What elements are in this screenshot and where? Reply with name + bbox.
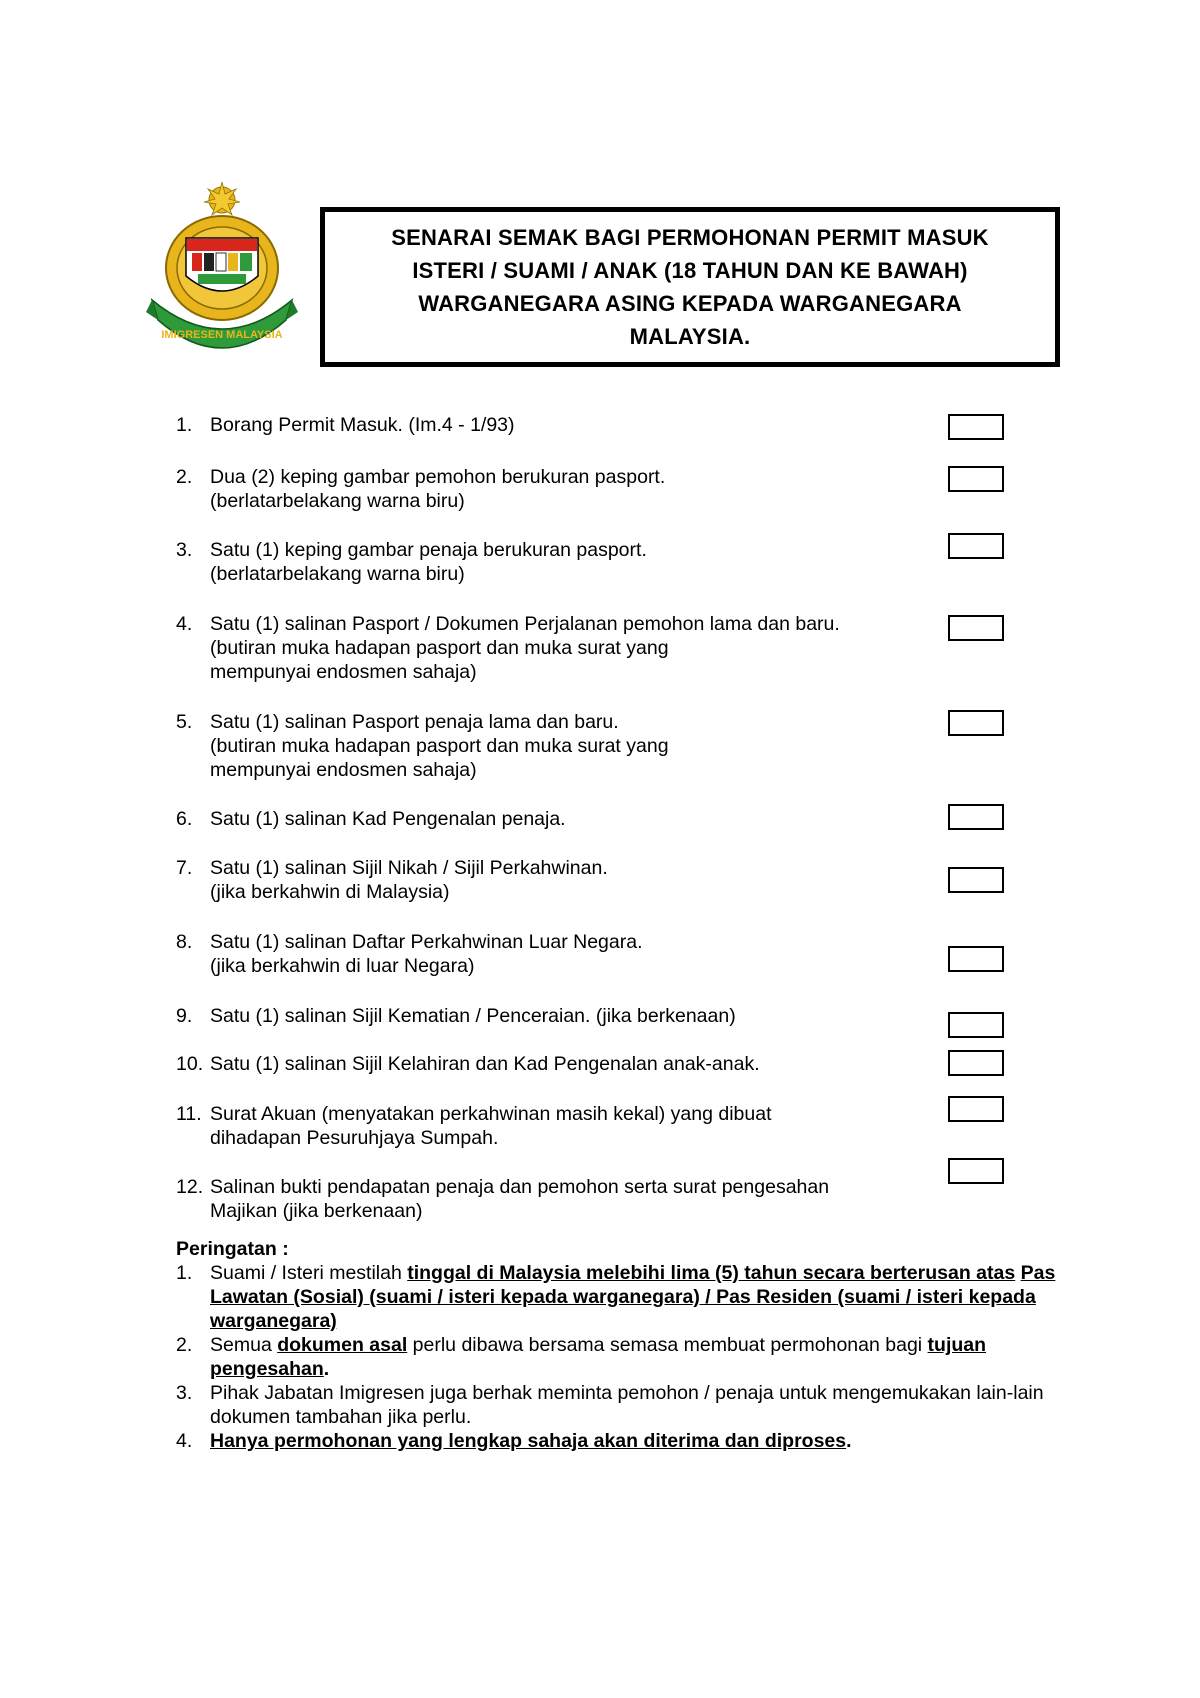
checkbox-item-7[interactable] (948, 867, 1004, 893)
note-emphasis: dokumen asal (277, 1334, 408, 1356)
item-text: (berlatarbelakang warna biru) (210, 490, 465, 512)
notes-heading: Peringatan : (176, 1238, 289, 1260)
note-text: Semua (210, 1334, 278, 1356)
item-number: 1. (176, 414, 193, 436)
title-line: SENARAI SEMAK BAGI PERMOHONAN PERMIT MASUK (391, 225, 989, 250)
item-text: Dua (2) keping gambar pemohon berukuran pasport. (210, 466, 666, 488)
note-emphasis: Pas Lawatan (Sosial) (suami / isteri kepada warganegara) / Pas Residen (suami / isteri kepada warganegara) (210, 1262, 1056, 1332)
item-number: 12. (176, 1176, 204, 1198)
item-number: 4. (176, 613, 193, 635)
checkbox-item-8[interactable] (948, 946, 1004, 972)
item-number: 10. (176, 1053, 204, 1075)
item-number: 11. (176, 1103, 202, 1125)
item-text: (berlatarbelakang warna biru) (210, 563, 465, 585)
checkbox-item-6[interactable] (948, 804, 1004, 830)
note-number: 4. (176, 1430, 193, 1452)
note-item (176, 1333, 1076, 1381)
title-line: ISTERI / SUAMI / ANAK (18 TAHUN DAN KE BAWAH) (412, 258, 968, 283)
item-text: Satu (1) salinan Sijil Nikah / Sijil Perkahwinan. (210, 857, 608, 879)
item-number: 3. (176, 539, 193, 561)
item-text: Satu (1) salinan Pasport penaja lama dan baru. (210, 711, 619, 733)
svg-text:IMIGRESEN MALAYSIA: IMIGRESEN MALAYSIA (161, 329, 283, 341)
item-text: (jika berkahwin di Malaysia) (210, 881, 450, 903)
note-emphasis: tinggal di Malaysia melebihi lima (5) tahun secara berterusan atas (407, 1262, 1016, 1284)
item-text: Borang Permit Masuk. (Im.4 - 1/93) (210, 414, 515, 436)
checkbox-item-5[interactable] (948, 710, 1004, 736)
item-text: Satu (1) salinan Daftar Perkahwinan Luar Negara. (210, 931, 643, 953)
note-item (176, 1429, 1076, 1453)
item-number: 2. (176, 466, 193, 488)
note-text: . (323, 1358, 330, 1380)
checkbox-item-1[interactable] (948, 414, 1004, 440)
item-text: (jika berkahwin di luar Negara) (210, 955, 475, 977)
title-line: WARGANEGARA ASING KEPADA WARGANEGARA (418, 291, 962, 316)
item-text: mempunyai endosmen sahaja) (210, 759, 477, 781)
item-number: 5. (176, 711, 193, 733)
note-number: 3. (176, 1382, 193, 1404)
document-title (391, 221, 989, 353)
note-text: perlu dibawa bersama semasa membuat permohonan bagi (407, 1334, 928, 1356)
note-emphasis: tujuan pengesahan (210, 1334, 987, 1380)
checkbox-item-12[interactable] (948, 1158, 1004, 1184)
item-text: dihadapan Pesuruhjaya Sumpah. (210, 1127, 499, 1149)
item-text: Majikan (jika berkenaan) (210, 1200, 423, 1222)
note-emphasis: Hanya permohonan yang lengkap sahaja akan diterima dan diproses (210, 1430, 847, 1452)
item-text: Satu (1) salinan Sijil Kematian / Penceraian. (jika berkenaan) (210, 1005, 736, 1027)
note-text: Suami / Isteri mestilah (210, 1262, 408, 1284)
item-text: Satu (1) keping gambar penaja berukuran pasport. (210, 539, 647, 561)
item-text: Satu (1) salinan Kad Pengenalan penaja. (210, 808, 566, 830)
note-item (176, 1381, 1076, 1429)
item-text: mempunyai endosmen sahaja) (210, 661, 477, 683)
item-text: Salinan bukti pendapatan penaja dan pemohon serta surat pengesahan (210, 1176, 830, 1198)
checkbox-item-11[interactable] (948, 1096, 1004, 1122)
item-text: Satu (1) salinan Pasport / Dokumen Perjalanan pemohon lama dan baru. (210, 613, 840, 635)
item-number: 9. (176, 1005, 193, 1027)
note-number: 2. (176, 1334, 193, 1356)
item-number: 6. (176, 808, 193, 830)
checkbox-item-9[interactable] (948, 1012, 1004, 1038)
note-item (176, 1261, 1076, 1333)
checkbox-item-4[interactable] (948, 615, 1004, 641)
checkbox-item-2[interactable] (948, 466, 1004, 492)
notes-section (176, 1237, 1076, 1453)
item-number: 7. (176, 857, 193, 879)
item-text: (butiran muka hadapan pasport dan muka surat yang (210, 637, 669, 659)
checkbox-item-3[interactable] (948, 533, 1004, 559)
imigresen-malaysia-crest-logo (146, 180, 298, 350)
item-text: (butiran muka hadapan pasport dan muka surat yang (210, 735, 669, 757)
checkbox-item-10[interactable] (948, 1050, 1004, 1076)
title-line: MALAYSIA. (629, 324, 751, 349)
note-number: 1. (176, 1262, 193, 1284)
note-text: . (846, 1430, 852, 1452)
item-number: 8. (176, 931, 193, 953)
title-box (320, 207, 1060, 367)
item-text: Surat Akuan (menyatakan perkahwinan masih kekal) yang dibuat (210, 1103, 772, 1125)
item-text: Satu (1) salinan Sijil Kelahiran dan Kad Pengenalan anak-anak. (210, 1053, 760, 1075)
note-text: Pihak Jabatan Imigresen juga berhak meminta pemohon / penaja untuk mengemukakan lain-lain dokumen tambahan jika perlu. (210, 1382, 1044, 1428)
